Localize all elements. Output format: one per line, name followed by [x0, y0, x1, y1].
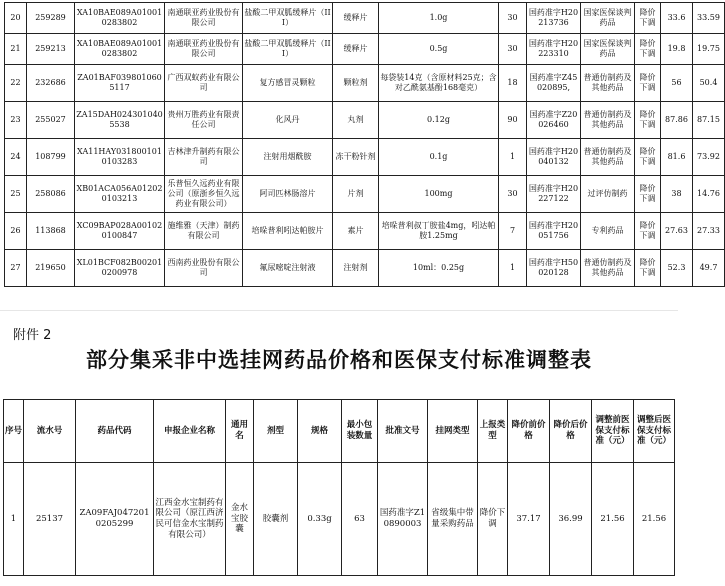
table-row: [4, 463, 675, 576]
cell-after: 87.15: [693, 102, 725, 139]
cell-no: 27: [5, 250, 27, 287]
cell-type: 普通仿制药及其他药品: [581, 65, 635, 102]
header-name: 通用名: [226, 400, 254, 463]
table-row: [5, 65, 725, 102]
cell-type: 普通仿制药及其他药品: [581, 139, 635, 176]
cell-type: 国家医保谈判药品: [581, 3, 635, 34]
cell-company: 施维雅（天津）制药有限公司: [165, 213, 243, 250]
cell-no: 23: [5, 102, 27, 139]
cell-type: 专利药品: [581, 213, 635, 250]
cell-report: 降价下调: [635, 102, 661, 139]
header-before: 降价前价格: [508, 400, 550, 463]
cell-report: 降价下调: [635, 139, 661, 176]
cell-approval: 国药准字H20227122: [527, 176, 581, 213]
cell-report: 降价下调: [478, 463, 508, 576]
cell-form: 缓释片: [333, 34, 379, 65]
cell-qty: 18: [499, 65, 527, 102]
cell-serial: 219650: [27, 250, 75, 287]
cell-form: 缓释片: [333, 3, 379, 34]
cell-qty: 30: [499, 176, 527, 213]
cell-company: 乐普恒久远药业有限公司（原浙乡恒久远药业有限公司）: [165, 176, 243, 213]
price-adjustment-table-continued: [4, 2, 725, 287]
cell-after: 14.76: [693, 176, 725, 213]
cell-approval: 国药准字Z10890003: [378, 463, 428, 576]
cell-qty: 1: [499, 250, 527, 287]
cell-form: 胶囊剂: [254, 463, 298, 576]
price-adjustment-table: [3, 399, 675, 576]
cell-form: 注射剂: [333, 250, 379, 287]
table-row: [5, 34, 725, 65]
attachment-label: 附件 2: [13, 328, 52, 343]
cell-serial: 258086: [27, 176, 75, 213]
cell-company: 江西金水宝制药有限公司（原江西济民可信金水宝制药有限公司）: [154, 463, 226, 576]
table-row: [5, 250, 725, 287]
header-spec: 规格: [298, 400, 342, 463]
cell-before: 33.6: [661, 3, 693, 34]
cell-serial: 232686: [27, 65, 75, 102]
cell-before: 81.6: [661, 139, 693, 176]
cell-form: 冻干粉针剂: [333, 139, 379, 176]
header-type: 挂网类型: [428, 400, 478, 463]
cell-qty: 30: [499, 3, 527, 34]
cell-form: 颗粒剂: [333, 65, 379, 102]
header-report: 上报类型: [478, 400, 508, 463]
cell-qty: 63: [342, 463, 378, 576]
cell-qty: 1: [499, 139, 527, 176]
cell-code: ZA09FAJ0472010205299: [76, 463, 154, 576]
cell-before: 87.86: [661, 102, 693, 139]
cell-approval: 国药准字Z45020895,: [527, 65, 581, 102]
cell-type: 过评仿制药: [581, 176, 635, 213]
cell-report: 降价下调: [635, 250, 661, 287]
cell-serial: 259213: [27, 34, 75, 65]
cell-name: 复方感冒灵颗粒: [243, 65, 333, 102]
table-row: [5, 102, 725, 139]
cell-qty: 7: [499, 213, 527, 250]
table-row: [5, 176, 725, 213]
cell-no: 24: [5, 139, 27, 176]
header-no: 序号: [4, 400, 24, 463]
cell-spec: 0.5g: [379, 34, 499, 65]
cell-form: 丸剂: [333, 102, 379, 139]
cell-before: 27.63: [661, 213, 693, 250]
cell-approval: 国药准字H20223310: [527, 34, 581, 65]
cell-before: 19.8: [661, 34, 693, 65]
cell-code: ZA15DAH0243010405538: [75, 102, 165, 139]
cell-approval: 国药准字H20051756: [527, 213, 581, 250]
cell-spec: 100mg: [379, 176, 499, 213]
cell-before: 56: [661, 65, 693, 102]
cell-approval: 国药准字H20040132: [527, 139, 581, 176]
cell-after: 19.75: [693, 34, 725, 65]
cell-name: 化风丹: [243, 102, 333, 139]
cell-name: 阿司匹林肠溶片: [243, 176, 333, 213]
cell-pay-after: 21.56: [634, 463, 675, 576]
header-serial: 流水号: [24, 400, 76, 463]
cell-after: 49.7: [693, 250, 725, 287]
table-row: [5, 213, 725, 250]
cell-type: 普通仿制药及其他药品: [581, 102, 635, 139]
cell-company: 贵州万胜药业有限责任公司: [165, 102, 243, 139]
cell-spec: 培哚普利叔丁胺盐4mg，吲达帕胺1.25mg: [379, 213, 499, 250]
cell-company: 广西双蚁药业有限公司: [165, 65, 243, 102]
table-header-row: [4, 400, 675, 463]
cell-name: 金水宝胶囊: [226, 463, 254, 576]
table-row: [5, 139, 725, 176]
cell-code: XA10BAE089A010010283802: [75, 3, 165, 34]
header-qty: 最小包装数量: [342, 400, 378, 463]
cell-spec: 每袋装14克（含原材料25克；含对乙酰氨基酚168毫克）: [379, 65, 499, 102]
page-divider: [0, 310, 678, 311]
header-approval: 批准文号: [378, 400, 428, 463]
cell-no: 1: [4, 463, 24, 576]
cell-after: 33.59: [693, 3, 725, 34]
header-code: 药品代码: [76, 400, 154, 463]
cell-code: XL01BCF082B002010200978: [75, 250, 165, 287]
cell-pay-before: 21.56: [592, 463, 634, 576]
cell-type: 省级集中带量采购药品: [428, 463, 478, 576]
page-title: 部分集采非中选挂网药品价格和医保支付标准调整表: [86, 348, 592, 372]
cell-type: 国家医保谈判药品: [581, 34, 635, 65]
cell-before: 37.17: [508, 463, 550, 576]
cell-code: XA10BAE089A010010283802: [75, 34, 165, 65]
cell-approval: 国药准字H20213736: [527, 3, 581, 34]
cell-no: 22: [5, 65, 27, 102]
cell-serial: 259289: [27, 3, 75, 34]
cell-serial: 113868: [27, 213, 75, 250]
cell-qty: 90: [499, 102, 527, 139]
cell-company: 吉林津升制药有限公司: [165, 139, 243, 176]
cell-code: XA11HAY0318001010103283: [75, 139, 165, 176]
cell-serial: 108799: [27, 139, 75, 176]
cell-after: 50.4: [693, 65, 725, 102]
cell-report: 降价下调: [635, 34, 661, 65]
cell-type: 普通仿制药及其他药品: [581, 250, 635, 287]
cell-no: 25: [5, 176, 27, 213]
cell-report: 降价下调: [635, 213, 661, 250]
cell-after: 27.33: [693, 213, 725, 250]
cell-name: 注射用烟酰胺: [243, 139, 333, 176]
cell-spec: 10ml：0.25g: [379, 250, 499, 287]
cell-company: 南通联亚药业股份有限公司: [165, 34, 243, 65]
cell-company: 南通联亚药业股份有限公司: [165, 3, 243, 34]
cell-before: 52.3: [661, 250, 693, 287]
cell-no: 26: [5, 213, 27, 250]
cell-serial: 25137: [24, 463, 76, 576]
cell-name: 培哚普利吲达帕胺片: [243, 213, 333, 250]
cell-name: 氟尿嘧啶注射液: [243, 250, 333, 287]
cell-after: 36.99: [550, 463, 592, 576]
cell-form: 片剂: [333, 176, 379, 213]
cell-spec: 0.1g: [379, 139, 499, 176]
cell-code: XB01ACA056A012020103213: [75, 176, 165, 213]
cell-spec: 0.33g: [298, 463, 342, 576]
cell-form: 素片: [333, 213, 379, 250]
cell-qty: 30: [499, 34, 527, 65]
cell-code: XC09BAP028A001020100847: [75, 213, 165, 250]
header-pay-before: 调整前医保支付标准（元）: [592, 400, 634, 463]
cell-serial: 255027: [27, 102, 75, 139]
cell-approval: 国药准字Z20026460: [527, 102, 581, 139]
cell-spec: 0.12g: [379, 102, 499, 139]
header-form: 剂型: [254, 400, 298, 463]
cell-no: 20: [5, 3, 27, 34]
cell-spec: 1.0g: [379, 3, 499, 34]
cell-after: 73.92: [693, 139, 725, 176]
cell-approval: 国药准字H50020128: [527, 250, 581, 287]
cell-report: 降价下调: [635, 176, 661, 213]
cell-report: 降价下调: [635, 3, 661, 34]
cell-before: 38: [661, 176, 693, 213]
header-after: 降价后价格: [550, 400, 592, 463]
header-pay-after: 调整后医保支付标准（元）: [634, 400, 675, 463]
header-company: 申报企业名称: [154, 400, 226, 463]
cell-company: 西南药业股份有限公司: [165, 250, 243, 287]
cell-no: 21: [5, 34, 27, 65]
cell-report: 降价下调: [635, 65, 661, 102]
cell-code: ZA01BAF0398010605117: [75, 65, 165, 102]
cell-name: 盐酸二甲双胍缓释片（III）: [243, 3, 333, 34]
table-row: [5, 3, 725, 34]
cell-name: 盐酸二甲双胍缓释片（III）: [243, 34, 333, 65]
